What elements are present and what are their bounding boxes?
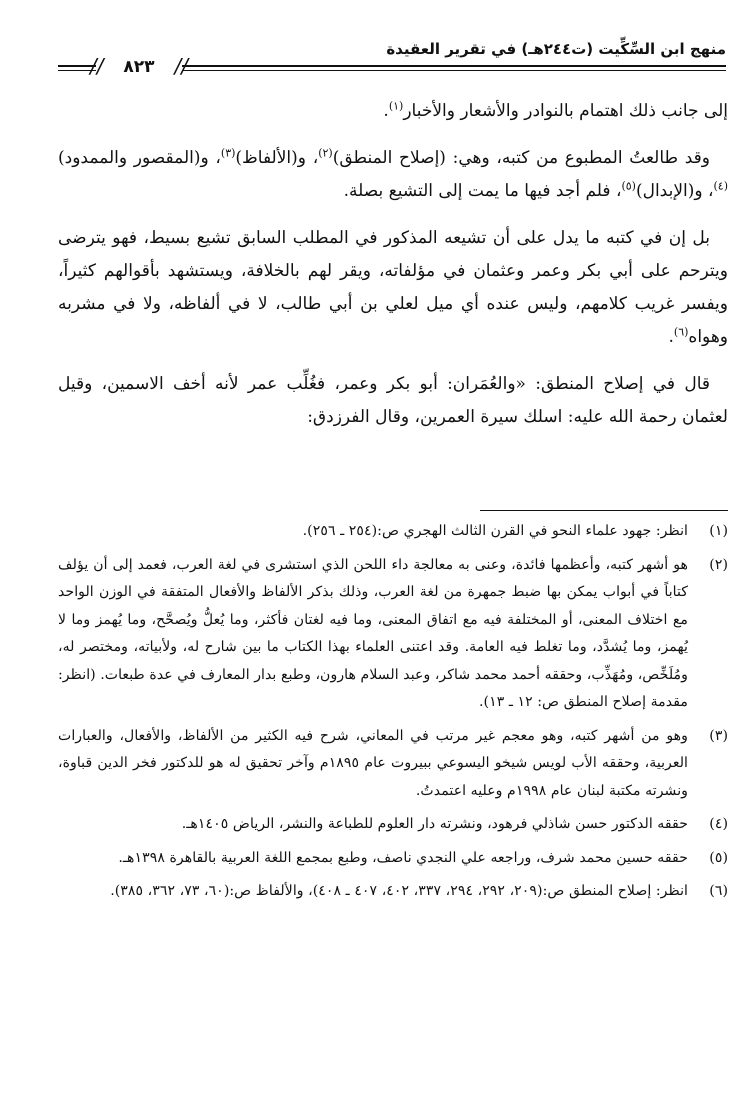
paragraph: إلى جانب ذلك اهتمام بالنوادر والأشعار والأخبار$^{(١)}$.: [383, 99, 728, 121]
footnotes: [58, 518, 728, 912]
footnote-text: وهو من أشهر كتبه، وهو معجم غير مرتب في المعاني، شرح فيه الكثير من الألفاظ، والأفعال، والعبارات العربية، وحققه الأب لويس شيخو اليسوعي ببيروت عام ١٨٩٥م وآخر تحقيق له هو للدكتور فخر الدين قباوة، ونشرته مكتبة لبنان عام ١٩٩٨م وعليه اعتمدتُ.: [58, 727, 688, 799]
footnote-number: (٣): [709, 727, 728, 744]
footnote-number: (٢): [709, 556, 728, 573]
footnote-text: هو أشهر كتبه، وأعظمها فائدة، وعنى به معالجة داء اللحن الذي استشرى في لغة العرب، فعمد إلى أن يؤلف كتاباً في أبواب يمكن بها ضبط جمهرة من لغة العرب، وذلك بذكر الألفاظ والأفعال المتفقة في الوزن الواحد مع اختلاف المعنى، أو المختلفة فيه مع اتفاق المعنى، وما فيه لغتان فأكثر، وما يُعلُّ ويُصحَّح، وما يُهمز وما لا يُهمز، وما يُشدَّد، وما تغلط فيه العامة. وقد اعتنى العلماء بهذا الكتاب ما بين شارح له، ولأبياته، ومختصر له، ومُلَخِّص، ومُهَذِّب، وحققه أحمد محمد شاكر، وعبد السلام هارون، وطبع بدار المعارف في عدة طبعات. (انظر: مقدمة إصلاح المنطق ص: ١٢ ـ ١٣).: [58, 556, 688, 710]
footnote-number: (٥): [709, 849, 728, 866]
footnote: [58, 552, 728, 717]
footnote-separator: [480, 510, 728, 511]
paragraph: قال في إصلاح المنطق: «والعُمَران: أبو بكر وعمر، فغُلِّب عمر لأنه أخف الاسمين، وقيل لعثمان رحمة الله عليه: اسلك سيرة العمرين، وقال الفرزدق:: [58, 374, 728, 427]
footnote-number: (٤): [709, 816, 728, 832]
footnote-text: انظر: إصلاح المنطق ص:(٢٠٩، ٢٩٢، ٢٩٤، ٣٣٧، ٤٠٢، ٤٠٧ ـ ٤٠٨)، والألفاظ ص:(٦٠، ٧٣، ٣٦٢، ٣٨٥).: [110, 883, 688, 899]
footnote-number: (٦): [709, 883, 728, 899]
footnote: [58, 845, 728, 873]
ornament-slash-icon: //: [90, 54, 104, 78]
page-header: [58, 40, 726, 86]
footnote: [58, 723, 728, 806]
footnote-ref: (٥): [621, 179, 636, 193]
footnote: [58, 811, 728, 839]
footnote-text: حققه الدكتور حسن شاذلي فرهود، ونشرته دار العلوم للطباعة والنشر، الرياض ١٤٠٥هـ.: [181, 816, 688, 832]
ornament-slash-icon: //: [174, 54, 188, 78]
footnote-ref: (٣): [220, 146, 236, 160]
footnote-ref: (٦): [673, 325, 689, 339]
footnote-ref: (٢): [318, 146, 333, 160]
footnote-number: (١): [709, 523, 728, 539]
footnote-text: حققه حسين محمد شرف، وراجعه علي النجدي ناصف، وطبع بمجمع اللغة العربية بالقاهرة ١٣٩٨هـ.: [118, 849, 688, 866]
page-number: ٨٢٣: [123, 57, 155, 77]
footnote-text: انظر: جهود علماء النحو في القرن الثالث الهجري ص:(٢٥٤ ـ ٢٥٦).: [302, 523, 688, 539]
main-text: [58, 95, 728, 448]
page-number-box: [90, 54, 188, 82]
running-title: منهج ابن السِّكِّيت (ت٢٤٤هـ) في تقرير العقيدة: [386, 40, 726, 58]
footnote-ref: (٤): [713, 179, 728, 193]
footnote-ref: (١): [388, 99, 404, 113]
footnote: [58, 518, 728, 546]
footnote: [58, 878, 728, 906]
paragraph: بل إن في كتبه ما يدل على أن تشيعه المذكور في المطلب السابق تشيع بسيط، فهو يترضى ويترحم على أبي بكر وعمر وعثمان في مؤلفاته، ويقر لهم بالخلافة، ويستشهد بأقوالهم كثيراً، ويفسر غريب كلامهم، وليس عنده أي ميل لعلي بن أبي طالب، لا في ألفاظه، ولا في مشربه وهواه$^{(٦)}$.: [58, 228, 728, 347]
paragraph: وقد طالعتُ المطبوع من كتبه، وهي: (إصلاح المنطق)$^{(٢)}$، و(الألفاظ)$^{(٣)}$، و(المقصور والممدود)$^{(٤)}$، و(الإبدال)$^{(٥)}$، فلم أجد فيها ما يمت إلى التشيع بصلة.: [58, 146, 728, 201]
